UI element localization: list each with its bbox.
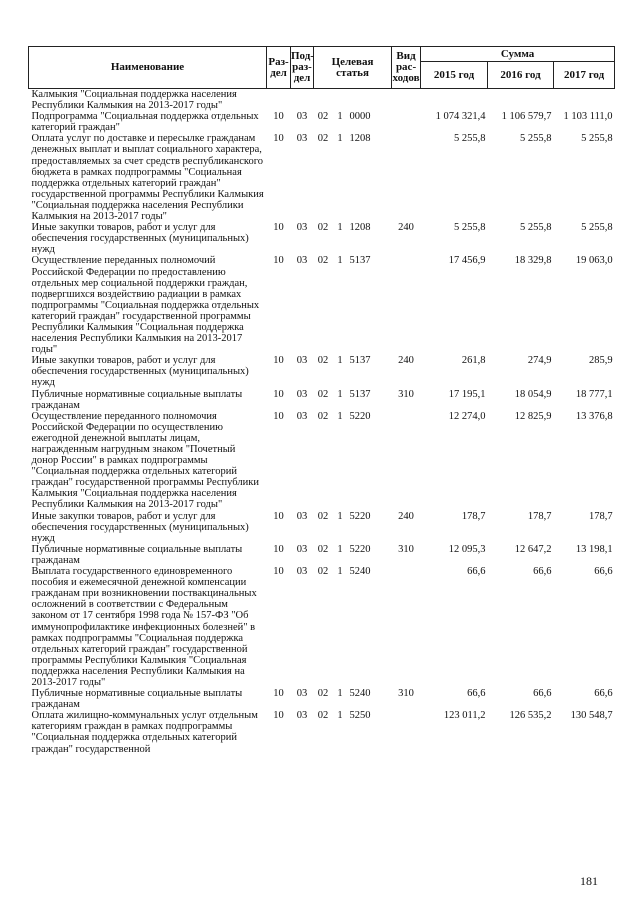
row-razdel: 10 <box>273 255 284 267</box>
row-target-subprogram: 1 <box>337 111 343 123</box>
row-target-subprogram <box>333 89 348 112</box>
row-sum-2016: 5 255,8 <box>520 133 552 145</box>
row-razdel: 10 <box>273 688 284 700</box>
table-row <box>29 133 615 222</box>
row-target-code: 5240 <box>349 688 371 700</box>
page-number: 181 <box>580 874 598 888</box>
row-sum-2015: 261,8 <box>461 355 486 367</box>
row-sum-2016: 12 825,9 <box>514 410 552 422</box>
row-sum-2015: 178,7 <box>461 510 486 522</box>
row-name: Оплата услуг по доставке и пересылке гражданам денежных выплат и выплат социального характера, предоставляемых за счет средств республиканского бюджета в рамках подпрограммы "Социальная поддержка отдельных категорий граждан" государственной программы Республики Калмыкия "Социальная поддержка населения Республики Калмыкия на 2013-2017 годы" <box>31 133 264 223</box>
row-sum-2016: 178,7 <box>527 510 552 522</box>
header-sum: Сумма <box>421 47 615 62</box>
row-sum-2017: 66,6 <box>594 566 613 578</box>
row-razdel: 10 <box>273 388 284 400</box>
row-sum-2017 <box>554 89 615 112</box>
row-name: Иные закупки товаров, работ и услуг для обеспечения государственных (муниципальных) нужд <box>31 222 249 256</box>
table-row <box>29 111 615 133</box>
row-razdel: 10 <box>273 566 284 578</box>
table-row <box>29 355 615 388</box>
row-target-program: 02 <box>317 688 329 700</box>
row-sum-2015: 66,6 <box>467 566 486 578</box>
row-target-subprogram: 1 <box>337 410 343 422</box>
header-vid: Вид рас-ходов <box>392 47 421 89</box>
row-razdel: 10 <box>273 355 284 367</box>
row-name: Иные закупки товаров, работ и услуг для обеспечения государственных (муниципальных) нужд <box>31 510 249 544</box>
row-target-subprogram: 1 <box>337 566 343 578</box>
row-target-subprogram: 1 <box>337 222 343 234</box>
table-row <box>29 411 615 511</box>
row-target-subprogram: 1 <box>337 255 343 267</box>
row-target-program: 02 <box>317 111 329 123</box>
row-sum-2016: 66,6 <box>533 566 552 578</box>
row-sum-2015: 66,6 <box>467 688 486 700</box>
row-sum-2015: 12 274,0 <box>448 410 486 422</box>
row-target-program: 02 <box>317 710 329 722</box>
row-sum-2015: 5 255,8 <box>454 222 486 234</box>
row-target-code: 5220 <box>349 410 371 422</box>
row-podrazdel: 03 <box>296 222 308 234</box>
row-target-program: 02 <box>317 388 329 400</box>
row-name: Публичные нормативные социальные выплаты гражданам <box>31 688 243 711</box>
row-target-code: 5220 <box>349 543 371 555</box>
row-target-program: 02 <box>317 355 329 367</box>
row-podrazdel: 03 <box>296 111 308 123</box>
row-target-code <box>348 89 392 112</box>
row-sum-2017: 1 103 111,0 <box>563 111 613 123</box>
header-year-2017: 2017 год <box>554 62 615 89</box>
row-name: Оплата жилищно-коммунальных услуг отдельным категориям граждан в рамках подпрограммы "Социальная поддержка отдельных категорий граждан" государственной <box>31 710 258 755</box>
header-year-2016: 2016 год <box>488 62 554 89</box>
row-sum-2016: 274,9 <box>527 355 552 367</box>
row-razdel: 10 <box>273 111 284 123</box>
row-sum-2017: 178,7 <box>588 510 613 522</box>
row-sum-2017: 13 198,1 <box>575 543 613 555</box>
row-sum-2016: 18 329,8 <box>514 255 552 267</box>
row-podrazdel: 03 <box>296 410 308 422</box>
table-row <box>29 544 615 566</box>
row-target-code: 5220 <box>349 510 371 522</box>
row-podrazdel: 03 <box>296 355 308 367</box>
row-vid: 310 <box>398 688 414 700</box>
row-podrazdel: 03 <box>296 388 308 400</box>
row-podrazdel: 03 <box>296 133 308 145</box>
row-vid: 240 <box>398 355 414 367</box>
row-name: Осуществление переданных полномочий Российской Федерации по предоставлению отдельных мер социальной поддержки граждан, подвергшихся воздействию радиации в рамках подпрограммы "Социальная поддержка отдельных категорий граждан" государственной программы Республики Калмыкия "Социальная поддержка населения Республики Калмыкия на 2013-2017 годы" <box>31 255 260 356</box>
table-row <box>29 222 615 255</box>
row-vid <box>392 411 421 511</box>
row-target-code: 5137 <box>349 388 371 400</box>
row-name: Иные закупки товаров, работ и услуг для обеспечения государственных (муниципальных) нужд <box>31 355 249 389</box>
row-sum-2017: 13 376,8 <box>575 410 613 422</box>
table-row <box>29 389 615 411</box>
row-target-code: 5250 <box>349 710 371 722</box>
table-header <box>29 47 615 89</box>
row-sum-2015 <box>421 89 488 112</box>
row-vid <box>392 133 421 222</box>
table-body <box>29 89 615 755</box>
row-razdel: 10 <box>273 710 284 722</box>
row-sum-2015: 5 255,8 <box>454 133 486 145</box>
row-target-subprogram: 1 <box>337 510 343 522</box>
row-target-subprogram: 1 <box>337 388 343 400</box>
row-podrazdel: 03 <box>296 688 308 700</box>
row-podrazdel: 03 <box>296 566 308 578</box>
row-sum-2017: 5 255,8 <box>581 133 613 145</box>
row-sum-2017: 19 063,0 <box>575 255 613 267</box>
row-target-code: 5240 <box>349 566 371 578</box>
row-target-program: 02 <box>317 133 329 145</box>
row-podrazdel: 03 <box>296 255 308 267</box>
row-razdel: 10 <box>273 410 284 422</box>
row-name: Осуществление переданного полномочия Российской Федерации по осуществлению ежегодной денежной выплаты лицам, награжденным нагрудным знаком "Почетный донор России" в рамках подпрограммы "Социальная поддержка отдельных категорий граждан" государственной программы Республики Калмыкия "Социальная поддержка населения Республики Калмыкия на 2013-2017 годы" <box>31 410 259 511</box>
row-razdel: 10 <box>273 133 284 145</box>
header-name: Наименование <box>29 47 267 89</box>
row-target-code: 0000 <box>349 111 371 123</box>
row-sum-2017: 18 777,1 <box>575 388 613 400</box>
row-name: Калмыкия "Социальная поддержка населения Республики Калмыкия на 2013-2017 годы" <box>31 89 237 112</box>
table-row <box>29 89 615 112</box>
row-razdel: 10 <box>273 510 284 522</box>
row-sum-2017: 66,6 <box>594 688 613 700</box>
row-target-program: 02 <box>317 410 329 422</box>
row-sum-2017: 130 548,7 <box>570 710 613 722</box>
row-target-subprogram: 1 <box>337 543 343 555</box>
row-target-code: 1208 <box>349 133 371 145</box>
row-target-subprogram: 1 <box>337 355 343 367</box>
row-sum-2015: 123 011,2 <box>443 710 486 722</box>
row-vid: 310 <box>398 543 414 555</box>
table-row <box>29 255 615 355</box>
table-row <box>29 511 615 544</box>
row-target-program <box>314 89 333 112</box>
row-target-program: 02 <box>317 566 329 578</box>
row-sum-2016: 5 255,8 <box>520 222 552 234</box>
row-podrazdel: 03 <box>296 710 308 722</box>
header-razdel: Раз-дел <box>267 47 291 89</box>
row-sum-2015: 17 195,1 <box>448 388 486 400</box>
row-target-subprogram: 1 <box>337 133 343 145</box>
row-vid: 310 <box>398 388 414 400</box>
row-podrazdel <box>291 89 314 112</box>
row-vid <box>392 255 421 355</box>
row-sum-2016: 12 647,2 <box>514 543 552 555</box>
table-row <box>29 688 615 710</box>
row-vid <box>392 111 421 133</box>
row-sum-2016 <box>488 89 554 112</box>
row-vid: 240 <box>398 510 414 522</box>
table-row <box>29 566 615 688</box>
header-year-2015: 2015 год <box>421 62 488 89</box>
row-razdel: 10 <box>273 543 284 555</box>
row-sum-2016: 126 535,2 <box>509 710 552 722</box>
row-sum-2017: 285,9 <box>588 355 613 367</box>
document-page <box>28 46 614 755</box>
budget-table <box>28 46 615 755</box>
row-podrazdel: 03 <box>296 510 308 522</box>
header-target: Целевая статья <box>314 47 392 89</box>
row-target-program: 02 <box>317 510 329 522</box>
row-target-code: 5137 <box>349 355 371 367</box>
row-target-program: 02 <box>317 222 329 234</box>
row-target-program: 02 <box>317 255 329 267</box>
row-sum-2015: 12 095,3 <box>448 543 486 555</box>
row-podrazdel: 03 <box>296 543 308 555</box>
row-sum-2016: 1 106 579,7 <box>501 111 552 123</box>
row-vid <box>392 566 421 688</box>
row-target-code: 1208 <box>349 222 371 234</box>
row-sum-2015: 17 456,9 <box>448 255 486 267</box>
row-target-code: 5137 <box>349 255 371 267</box>
row-sum-2015: 1 074 321,4 <box>435 111 486 123</box>
row-vid <box>392 89 421 112</box>
row-target-program: 02 <box>317 543 329 555</box>
row-name: Публичные нормативные социальные выплаты гражданам <box>31 543 243 566</box>
row-target-subprogram: 1 <box>337 710 343 722</box>
row-sum-2016: 18 054,9 <box>514 388 552 400</box>
row-name: Подпрограмма "Социальная поддержка отдельных категорий граждан" <box>31 111 259 134</box>
row-sum-2016: 66,6 <box>533 688 552 700</box>
table-row <box>29 710 615 754</box>
row-vid: 240 <box>398 222 414 234</box>
row-vid <box>392 710 421 754</box>
header-podrazdel: Под-раз-дел <box>291 47 314 89</box>
row-target-subprogram: 1 <box>337 688 343 700</box>
row-razdel <box>267 89 291 112</box>
row-name: Публичные нормативные социальные выплаты гражданам <box>31 388 243 411</box>
row-razdel: 10 <box>273 222 284 234</box>
row-sum-2017: 5 255,8 <box>581 222 613 234</box>
row-name: Выплата государственного единовременного пособия и ежемесячной денежной компенсации гражданам при возникновении поствакцинальных осложнений в соответствии с Федеральным законом от 17 сентября 1998 года № 157-ФЗ "Об иммунопрофилактике инфекционных болезней" в рамках подпрограммы "Социальная поддержка отдельных категорий граждан" государственной программы Республики Калмыкия "Социальная поддержка населения Республики Калмыкия на 2013-2017 годы" <box>31 566 257 688</box>
